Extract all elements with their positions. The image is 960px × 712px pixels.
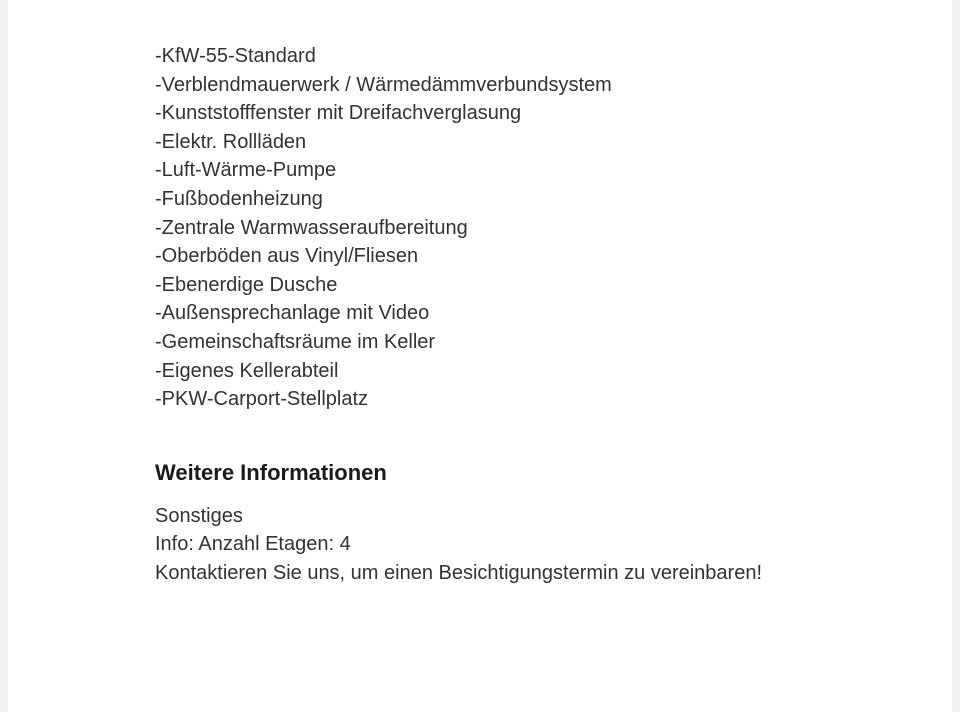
listing-description-page bbox=[8, 0, 952, 712]
feature-item: -Oberböden aus Vinyl/Fliesen bbox=[155, 245, 419, 268]
feature-item: -Eigenes Kellerabteil bbox=[155, 359, 339, 382]
feature-item: -Verblendmauerwerk / Wärmedämmverbundsystem bbox=[155, 73, 612, 96]
feature-item: -Fußbodenheizung bbox=[155, 187, 323, 210]
description-content bbox=[155, 42, 915, 588]
info-line-contact: Kontaktieren Sie uns, um einen Besichtigungstermin zu vereinbaren! bbox=[155, 561, 763, 584]
feature-item: -Außensprechanlage mit Video bbox=[155, 302, 430, 325]
feature-item: -Gemeinschaftsräume im Keller bbox=[155, 330, 436, 353]
info-line-other: Sonstiges bbox=[155, 504, 243, 527]
feature-item: -PKW-Carport-Stellplatz bbox=[155, 388, 369, 411]
info-line-floors: Info: Anzahl Etagen: 4 bbox=[155, 533, 351, 556]
further-info-heading: Weitere Informationen bbox=[155, 459, 387, 485]
further-info-block bbox=[155, 502, 915, 588]
feature-item: -Zentrale Warmwasseraufbereitung bbox=[155, 216, 468, 239]
feature-item: -Elektr. Rollläden bbox=[155, 130, 307, 153]
feature-item: -Ebenerdige Dusche bbox=[155, 273, 338, 296]
feature-item: -KfW-55-Standard bbox=[155, 45, 316, 67]
feature-list bbox=[155, 42, 915, 414]
feature-item: -Luft-Wärme-Pumpe bbox=[155, 159, 337, 182]
feature-item: -Kunststofffenster mit Dreifachverglasung bbox=[155, 102, 522, 125]
